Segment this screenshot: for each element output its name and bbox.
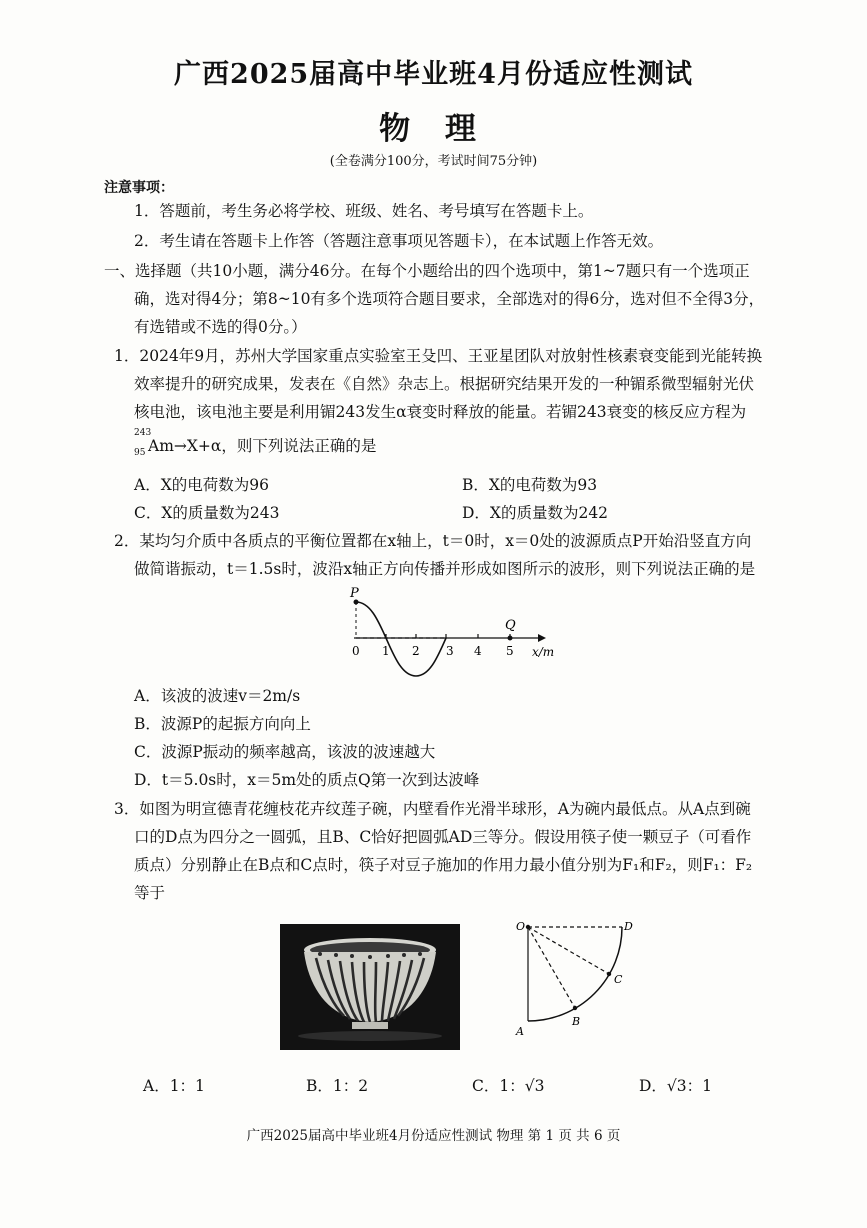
bowl-foot [352,1022,388,1029]
q1-line-2: 效率提升的研究成果，发表在《自然》杂志上。根据研究结果开发的一种镅系微型辐射光伏 [134,375,755,393]
section1-line-3: 有选错或不选的得0分。） [134,318,307,336]
label-d: D [624,920,633,933]
atomic-number: 95 [134,448,146,458]
axis-label: x/m [532,645,555,659]
notice-item-1: 1．答题前，考生务必将学校、班级、姓名、考号填写在答题卡上。 [134,202,594,220]
q3-option-a: A．1：1 [143,1077,205,1095]
label-b: B [572,1015,581,1028]
q3-line-2: 口的D点为四分之一圆弧，且B、C恰好把圆弧AD三等分。假设用筷子使一颗豆子（可看作 [134,828,752,846]
tick-label-1: 1 [382,644,390,658]
q1-option-c: C．X的质量数为243 [134,504,280,522]
equation-text: Am→X+α，则下列说法正确的是 [148,437,377,455]
point-b [573,1006,577,1010]
q3-option-d: D．√3：1 [639,1077,713,1095]
label-p: P [350,586,359,601]
q3-line-4: 等于 [134,884,166,902]
tick-label-5: 5 [506,644,514,658]
q2-line-1: 2．某均匀介质中各质点的平衡位置都在x轴上，t＝0时，x＝0处的波源质点P开始沿竖直方向 [114,532,752,550]
point-q [508,636,513,641]
label-q: Q [505,618,516,633]
label-a: A [516,1025,524,1038]
q3-option-b: B．1：2 [306,1077,369,1095]
tick-label-4: 4 [474,644,482,658]
q1-line-3: 核电池，该电池主要是利用镅243发生α衰变时释放的能量。若镅243衰变的核反应方程为 [134,403,747,421]
q3-line-1: 3．如图为明宣德青花缠枝花卉纹莲子碗，内壁看作光滑半球形，A为碗内最低点。从A点到碗 [114,800,751,818]
notice-heading: 注意事项： [104,180,174,196]
q1-equation [134,428,434,458]
q2-option-d: D．t＝5.0s时，x＝5m处的质点Q第一次到达波峰 [134,771,480,789]
q2-line-2: 做简谐振动，t＝1.5s时，波沿x轴正方向传播并形成如图所示的波形，则下列说法正确的是 [134,560,756,578]
tick-label-0: 0 [352,644,360,658]
exam-subject: 物 理 [379,111,488,147]
section1-line-1: 一、选择题（共10小题，满分46分。在每个小题给出的四个选项中，第1~7题只有一个选项正 [104,262,750,280]
q1-option-d: D．X的质量数为242 [462,504,609,522]
q2-option-b: B．波源P的起振方向向上 [134,715,311,733]
label-c: C [614,973,623,986]
q1-option-a: A．X的电荷数为96 [134,476,269,494]
label-o: O [516,920,526,933]
wave-curve [356,602,446,676]
tick-label-3: 3 [446,644,454,658]
bowl-photo [280,924,460,1050]
radius-ob [528,927,575,1008]
mass-number: 243 [134,428,152,438]
q2-option-c: C．波源P振动的频率越高，该波的波速越大 [134,743,436,761]
q3-line-3: 质点）分别静止在B点和C点时，筷子对豆子施加的作用力最小值分别为F₁和F₂，则F₁：F₂ [134,856,753,874]
q1-option-b: B．X的电荷数为93 [462,476,598,494]
section1-line-2: 确，选对得4分；第8~10有多个选项符合题目要求，全部选对的得6分，选对但不全得3分， [134,290,765,308]
exam-title: 广西2025届高中毕业班4月份适应性测试 [174,59,693,90]
x-axis-arrow [538,634,546,642]
exam-meta: (全卷满分100分，考试时间75分钟) [329,154,538,169]
notice-item-2: 2．考生请在答题卡上作答（答题注意事项见答题卡），在本试题上作答无效。 [134,232,664,250]
wave-figure [340,584,570,684]
tick-label-2: 2 [412,644,420,658]
page-footer: 广西2025届高中毕业班4月份适应性测试 物理 第 1 页 共 6 页 [246,1128,621,1144]
arc-figure [508,915,648,1041]
q2-option-a: A．该波的波速v＝2m/s [134,687,301,705]
radius-oc [528,927,609,974]
q1-line-1: 1．2024年9月，苏州大学国家重点实验室王殳凹、王亚星团队对放射性核素衰变能到光能转换 [114,347,763,365]
q3-option-c: C．1：√3 [472,1077,545,1095]
point-c [607,972,611,976]
point-o [526,925,530,929]
